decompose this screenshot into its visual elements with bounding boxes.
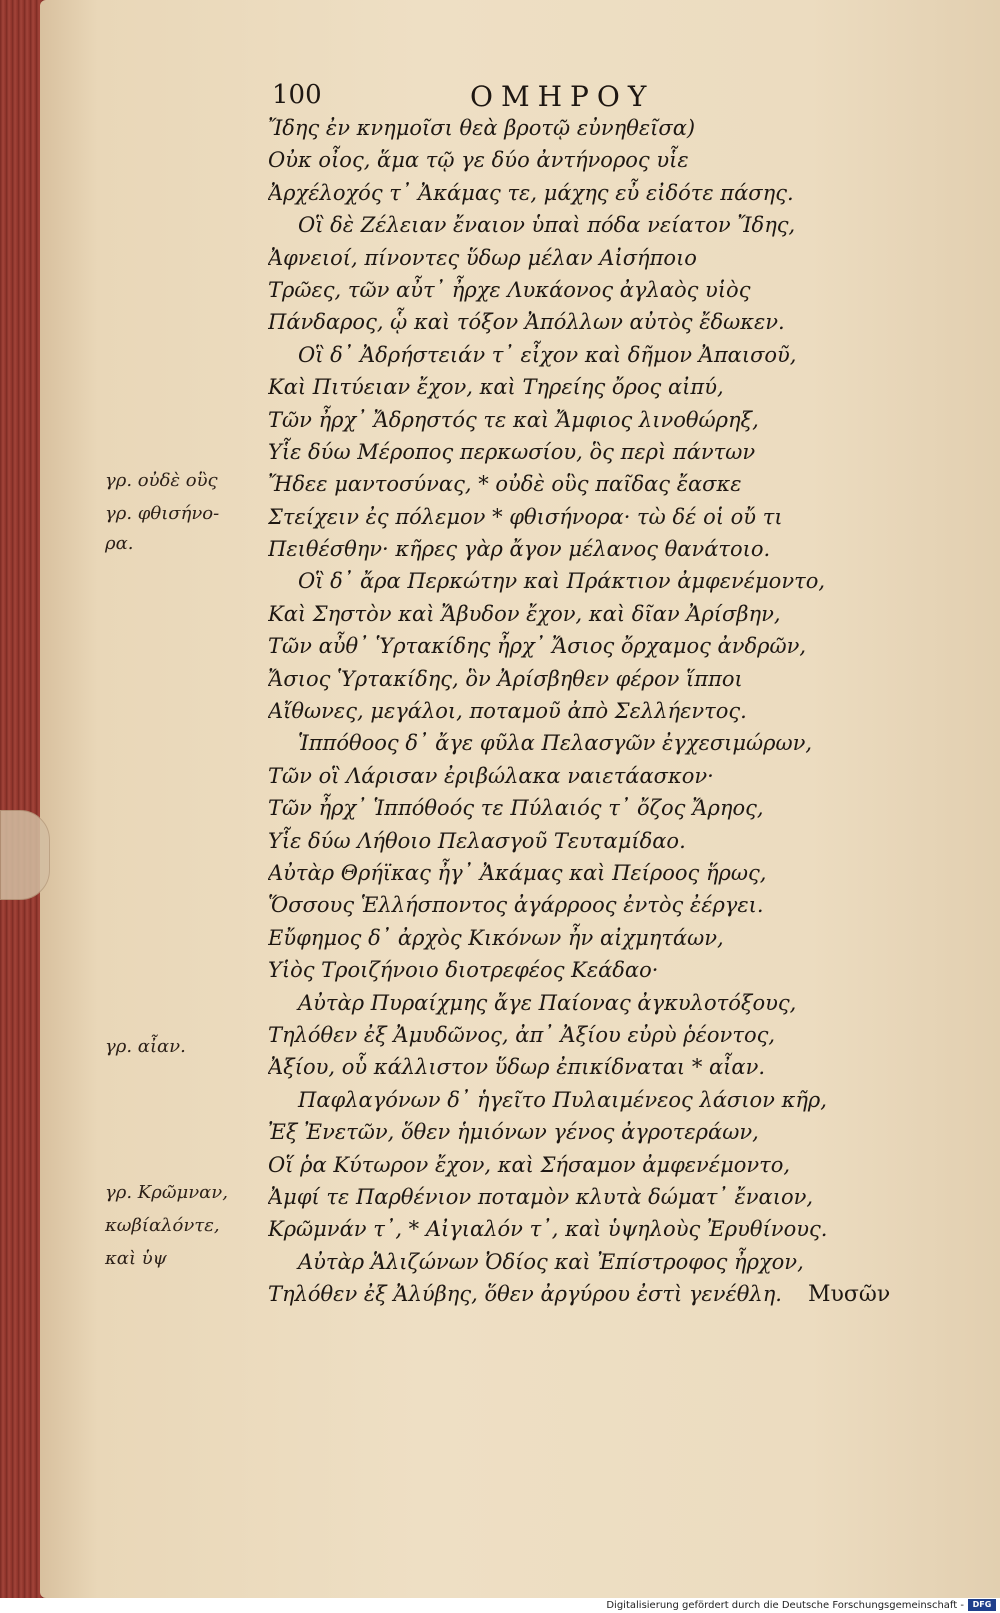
margin-note: γρ. αἶαν. [105, 1036, 186, 1057]
verse-line: Πάνδαρος, ᾧ καὶ τόξον Ἀπόλλων αὐτὸς ἔδωκεν. [268, 310, 785, 335]
margin-note: καὶ ὑψ [105, 1248, 167, 1269]
verse-line: Υἱὸς Τροιζήνοιο διοτρεφέος Κεάδαο· [268, 958, 659, 983]
margin-note: κωβίαλόντε, [105, 1215, 220, 1236]
verse-line: Υἷε δύω Λήθοιο Πελασγοῦ Τευταμίδαο. [268, 828, 686, 853]
verse-line: Αὐτὰρ Θρήϊκας ἦγ᾽ Ἀκάμας καὶ Πείροος ἥρως, [268, 860, 767, 885]
verse-line: Οἳ δ᾽ ἄρα Περκώτην καὶ Πράκτιον ἀμφενέμοντο, [298, 569, 826, 594]
dfg-logo: DFG [968, 1599, 996, 1611]
verse-line: Υἷε δύω Μέροπος περκωσίου, ὃς περὶ πάντων [268, 439, 756, 464]
verse-block [268, 112, 908, 1310]
verse-line: Ἀφνειοί, πίνοντες ὕδωρ μέλαν Αἰσήποιο [268, 245, 697, 270]
verse-line: Οἳ δὲ Ζέλειαν ἔναιον ὑπαὶ πόδα νείατον Ἴδης, [298, 213, 796, 238]
verse-line: Καὶ Σηστὸν καὶ Ἄβυδον ἔχον, καὶ δῖαν Ἀρίσβην, [268, 601, 781, 626]
paper-clip [0, 810, 50, 900]
digitization-credit: Digitalisierung gefördert durch die Deutsche Forschungsgemeinschaft - [606, 1600, 964, 1611]
footer [0, 1598, 1000, 1613]
margin-note: γρ. φθισήνο- [105, 503, 220, 524]
verse-line: Ἴδης ἐν κνημοῖσι θεὰ βροτῷ εὐνηθεῖσα) [268, 116, 696, 140]
verse-line: Οὐκ οἶος, ἅμα τῷ γε δύο ἀντήνορος υἷε [268, 148, 689, 173]
margin-note: γρ. Κρῶμναν, [105, 1182, 228, 1203]
margin-note: γρ. οὐδὲ οὓς [105, 470, 218, 491]
verse-line: Τῶν ἦρχ᾽ Ἄδρηστός τε καὶ Ἄμφιος λινοθώρηξ, [268, 407, 759, 432]
verse-line: Πειθέσθην· κῆρες γὰρ ἄγον μέλανος θανάτοιο. [268, 537, 771, 562]
margin-note: ρα. [105, 533, 134, 554]
verse-line: Αὐτὰρ Πυραίχμης ἄγε Παίονας ἀγκυλοτόξους, [298, 990, 797, 1015]
page-number: 100 [272, 80, 322, 110]
verse-line: Ἄσιος Ὑρτακίδης, ὃν Ἀρίσβηθεν φέρον ἵπποι [268, 666, 743, 691]
verse-line: Ἀξίου, οὗ κάλλιστον ὕδωρ ἐπικίδναται * αἶαν. [268, 1055, 766, 1080]
verse-line: Τῶν οἳ Λάρισαν ἐριβώλακα ναιετάασκον· [268, 763, 714, 788]
verse-line: Εὔφημος δ᾽ ἀρχὸς Κικόνων ἦν αἰχμητάων, [268, 925, 724, 950]
catchword: Μυσῶν [808, 1282, 891, 1307]
verse-line: Κρῶμνάν τ᾽, * Αἰγιαλόν τ᾽, καὶ ὑψηλοὺς Ἐρυθίνους. [268, 1217, 828, 1242]
verse-line: Αὐτὰρ Ἁλιζώνων Ὀδίος καὶ Ἐπίστροφος ἦρχον, [298, 1249, 804, 1274]
verse-line: Τῶν αὖθ᾽ Ὑρτακίδης ἦρχ᾽ Ἄσιος ὄρχαμος ἀνδρῶν, [268, 634, 807, 659]
verse-line: Παφλαγόνων δ᾽ ἡγεῖτο Πυλαιμένεος λάσιον κῆρ, [298, 1087, 827, 1112]
verse-line: Ἀμφί τε Παρθένιον ποταμὸν κλυτὰ δώματ᾽ ἔναιον, [268, 1184, 814, 1209]
running-title: ΟΜΗΡΟΥ [470, 80, 655, 113]
verse-line: Οἵ ῥα Κύτωρον ἔχον, καὶ Σήσαμον ἀμφενέμοντο, [268, 1152, 791, 1177]
verse-line: Ἀρχέλοχός τ᾽ Ἀκάμας τε, μάχης εὖ εἰδότε πάσης. [268, 180, 794, 205]
verse-line: Τρῶες, τῶν αὖτ᾽ ἦρχε Λυκάονος ἀγλαὸς υἱὸς [268, 277, 751, 302]
verse-line: Ἱππόθοος δ᾽ ἄγε φῦλα Πελασγῶν ἐγχεσιμώρων, [298, 731, 813, 756]
verse-line: Τῶν ἦρχ᾽ Ἱππόθοός τε Πύλαιός τ᾽ ὄζος Ἄρηος, [268, 796, 764, 821]
verse-line: Αἴθωνες, μεγάλοι, ποταμοῦ ἀπὸ Σελλήεντος. [268, 699, 747, 724]
verse-line: Ἤδεε μαντοσύνας, * οὐδὲ οὓς παῖδας ἔασκε [268, 472, 742, 497]
verse-line: Ἐξ Ἐνετῶν, ὅθεν ἡμιόνων γένος ἀγροτεράων, [268, 1120, 759, 1145]
verse-line: Τηλόθεν ἐξ Ἀμυδῶνος, ἀπ᾽ Ἀξίου εὐρὺ ῥέοντος, [268, 1022, 776, 1047]
verse-line: Τηλόθεν ἐξ Ἀλύβης, ὅθεν ἀργύρου ἐστὶ γενέθλη. [268, 1282, 782, 1307]
verse-line: Στείχειν ἐς πόλεμον * φθισήνορα· τὼ δέ οἱ οὔ τι [268, 504, 783, 529]
verse-line: Ὅσσους Ἑλλήσποντος ἀγάρροος ἐντὸς ἐέργει. [268, 893, 764, 918]
verse-line: Καὶ Πιτύειαν ἔχον, καὶ Τηρείης ὄρος αἰπύ, [268, 375, 724, 400]
verse-line: Οἳ δ᾽ Ἀδρήστειάν τ᾽ εἶχον καὶ δῆμον Ἀπαισοῦ, [298, 342, 797, 367]
